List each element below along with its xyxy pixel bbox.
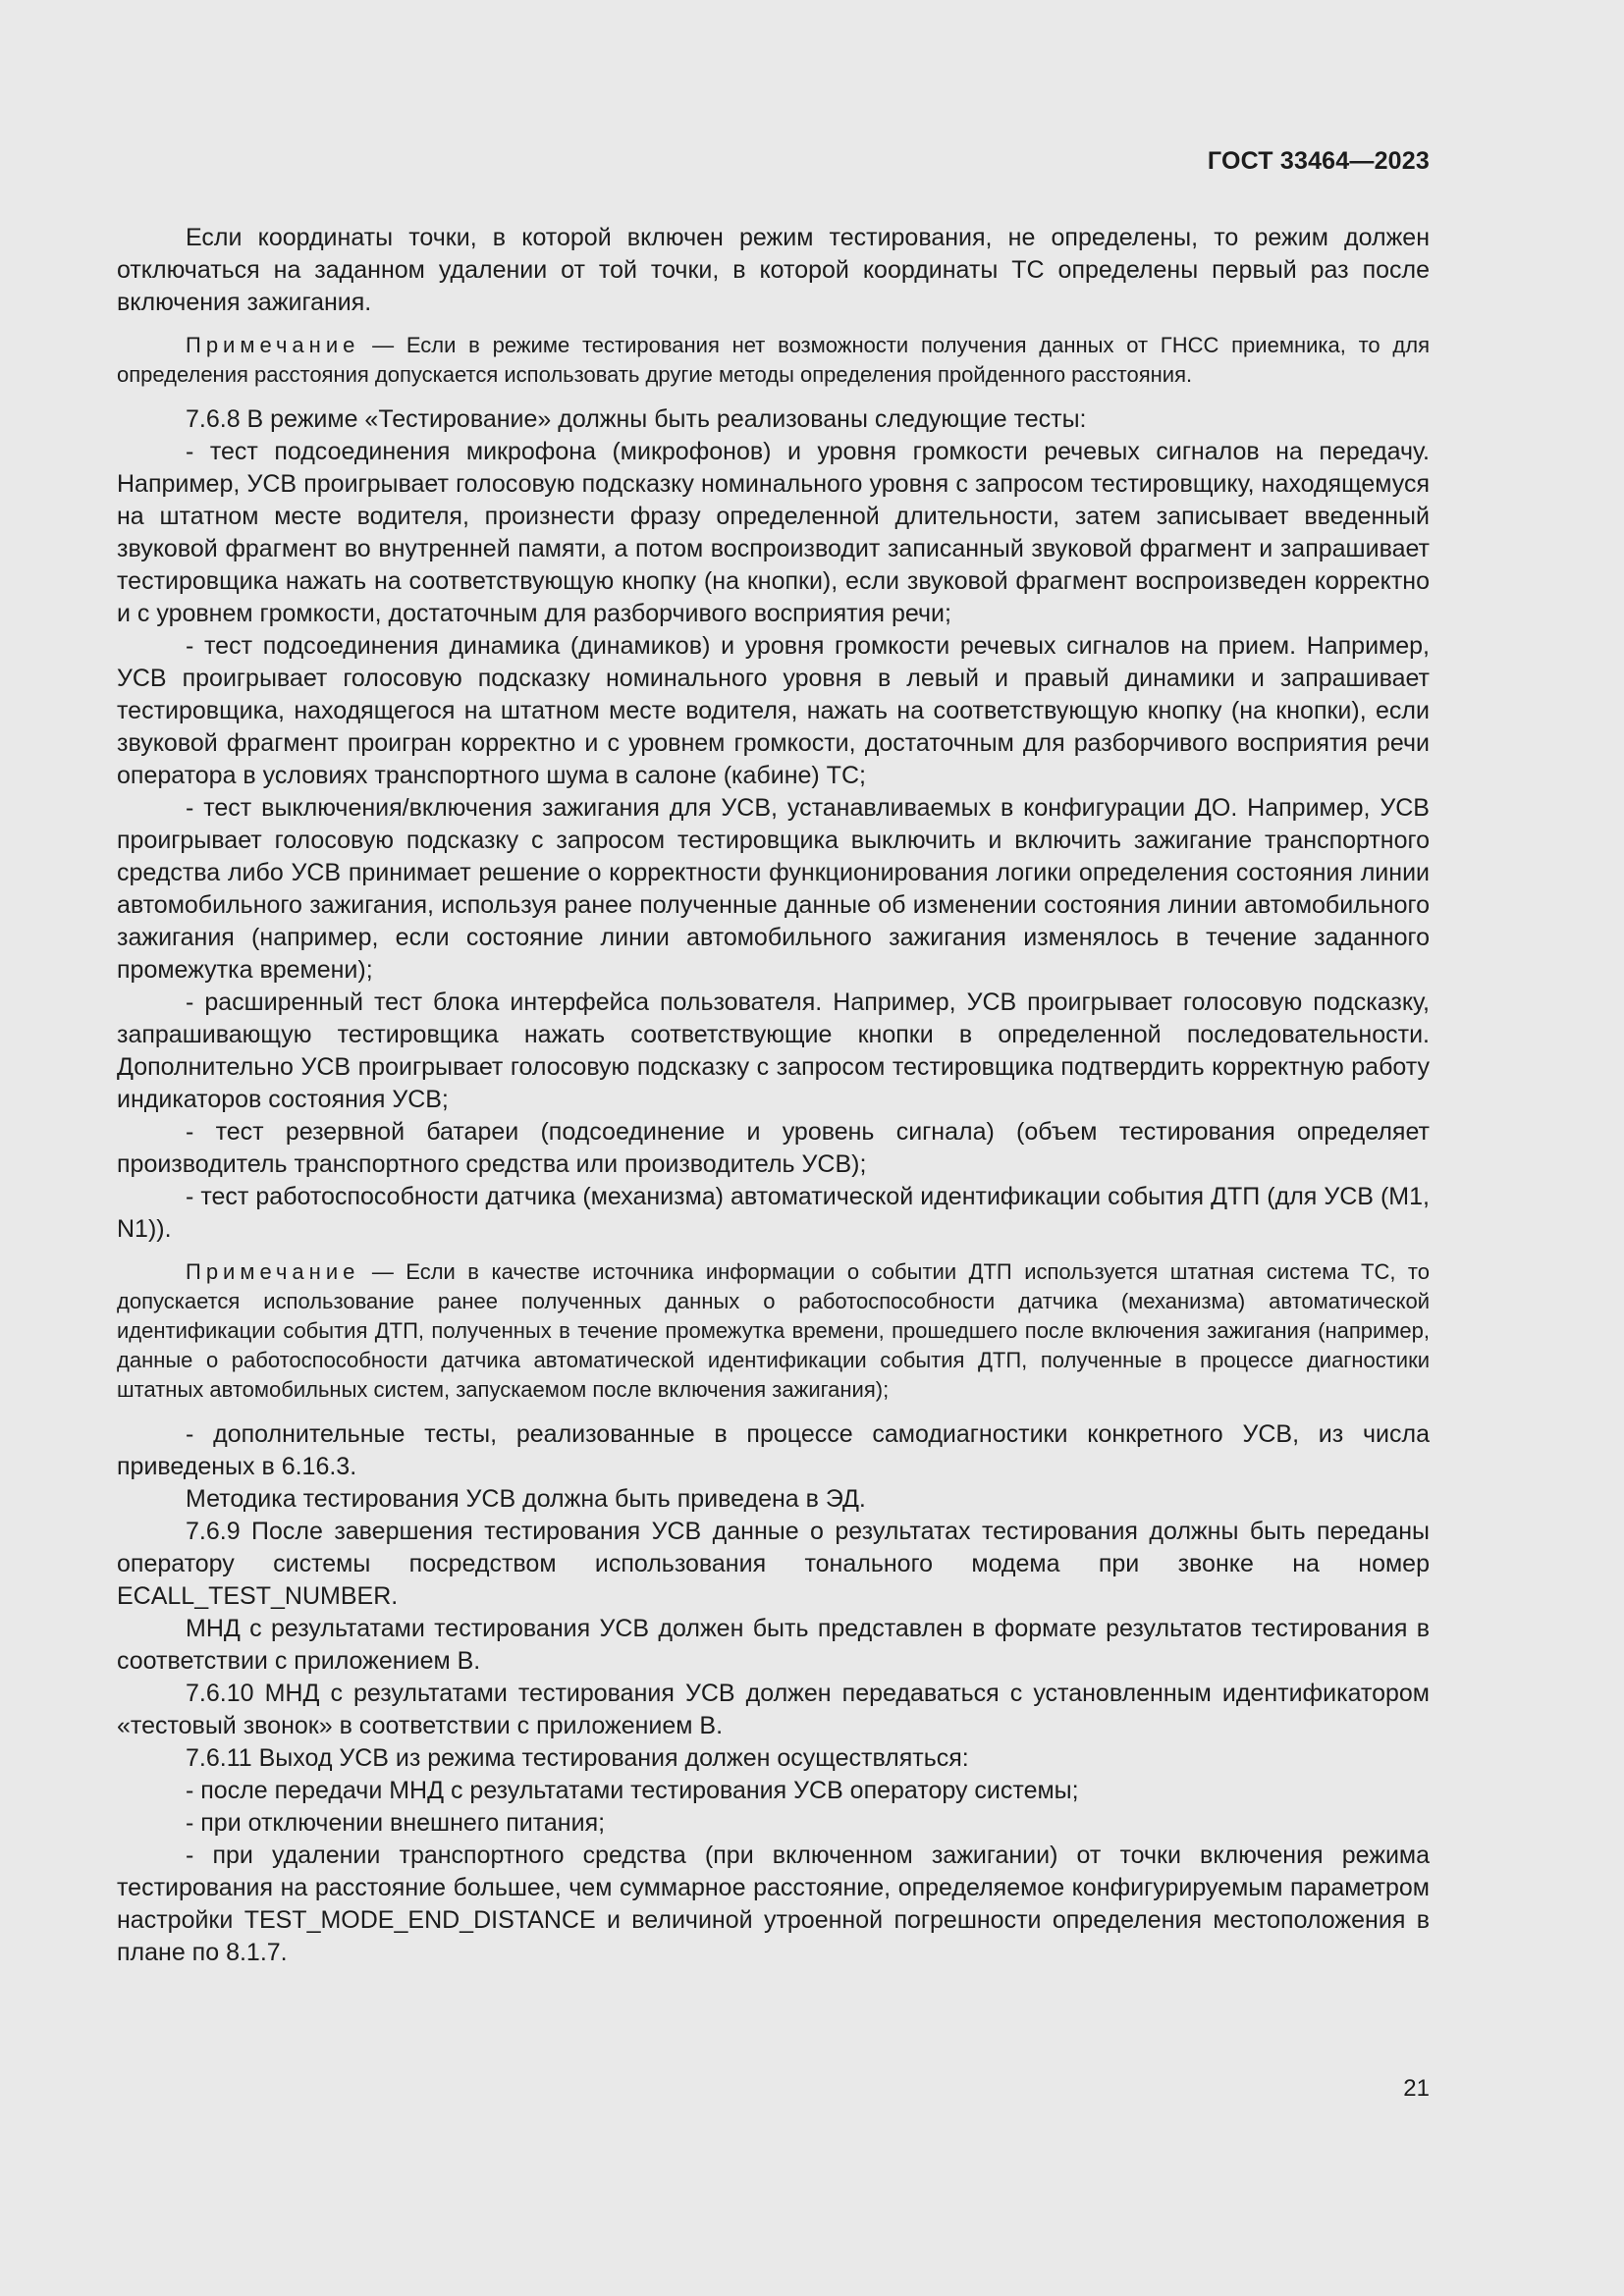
note — [117, 331, 1430, 390]
list-item: - расширенный тест блока интерфейса пользователя. Например, УСВ проигрывает голосовую подсказку, запрашивающую тестировщика нажать соответствующие кнопки в определенной последовательности. Дополнительно УСВ проигрывает голосовую подсказку с запросом тестировщика подтвердить корректную работу индикаторов состояния УСВ; — [117, 988, 1430, 1113]
paragraph: Если координаты точки, в которой включен режим тестирования, не определены, то режим должен отключаться на заданном удалении от той точки, в которой координаты ТС определены первый раз после включения зажигания. — [117, 224, 1430, 316]
list-item: - тест резервной батареи (подсоединение и уровень сигнала) (объем тестирования определяет производитель транспортного средства или производитель УСВ); — [117, 1118, 1430, 1178]
list-item: - при удалении транспортного средства (при включенном зажигании) от точки включения режима тестирования на расстояние большее, чем суммарное расстояние, определяемое конфигурируемым параметром настройки TEST_MODE_END_DISTANCE и величиной утроенной погрешности определения местоположения в плане по 8.1.7. — [117, 1842, 1430, 1966]
page-number: 21 — [1403, 2075, 1430, 2102]
paragraph: МНД с результатами тестирования УСВ должен быть представлен в формате результатов тестирования в соответствии с приложением В. — [117, 1615, 1430, 1675]
section-7-6-10: 7.6.10 МНД с результатами тестирования УСВ должен передаваться с установленным идентификатором «тестовый звонок» в соответствии с приложением В. — [117, 1680, 1430, 1739]
note-label: Примечание — [186, 1259, 360, 1284]
list-item: - дополнительные тесты, реализованные в процессе самодиагностики конкретного УСВ, из числа приведеных в 6.16.3. — [117, 1420, 1430, 1480]
list-item: - после передачи МНД с результатами тестирования УСВ оператору системы; — [186, 1777, 1079, 1804]
document-code: ГОСТ 33464—2023 — [1207, 147, 1430, 175]
note — [117, 1257, 1430, 1405]
list-item: - тест подсоединения микрофона (микрофонов) и уровня громкости речевых сигналов на передачу. Например, УСВ проигрывает голосовую подсказку номинального уровня с запросом тестировщику, находящемуся на штатном месте водителя, произнести фразу определенной длительности, затем записывает введенный звуковой фрагмент во внутренней памяти, а потом воспроизводит записанный звуковой фрагмент и запрашивает тестировщика нажать на соответствующую кнопку (на кнопки), если звуковой фрагмент воспроизведен корректно и с уровнем громкости, достаточным для разборчивого восприятия речи; — [117, 438, 1430, 627]
list-item: - при отключении внешнего питания; — [186, 1809, 606, 1837]
note-label: Примечание — [186, 333, 360, 357]
section-7-6-11: 7.6.11 Выход УСВ из режима тестирования должен осуществляться: — [186, 1744, 969, 1772]
list-item: - тест выключения/включения зажигания для УСВ, устанавливаемых в конфигурации ДО. Например, УСВ проигрывает голосовую подсказку с запросом тестировщика выключить и включить зажигание транспортного средства либо УСВ принимает решение о корректности функционирования логики определения состояния линии автомобильного зажигания, используя ранее полученные данные об изменении состояния линии автомобильного зажигания (например, если состояние линии автомобильного зажигания изменялось в течение заданного промежутка времени); — [117, 794, 1430, 984]
section-7-6-9: 7.6.9 После завершения тестирования УСВ данные о результатах тестирования должны быть переданы оператору системы посредством использования тонального модема при звонке на номер ECALL_TEST_NUMBER. — [117, 1518, 1430, 1610]
list-item: - тест работоспособности датчика (механизма) автоматической идентификации события ДТП (для УСВ (М1, N1)). — [117, 1183, 1430, 1243]
paragraph: Методика тестирования УСВ должна быть приведена в ЭД. — [186, 1485, 866, 1513]
document-body — [117, 222, 1430, 1969]
list-item: - тест подсоединения динамика (динамиков) и уровня громкости речевых сигналов на прием. Например, УСВ проигрывает голосовую подсказку номинального уровня в левый и правый динамики и запрашивает тестировщика, находящегося на штатном месте водителя, нажать на соответствующую кнопку (на кнопки), если звуковой фрагмент проигран корректно и с уровнем громкости, достаточным для разборчивого восприятия речи оператора в условиях транспортного шума в салоне (кабине) ТС; — [117, 632, 1430, 789]
section-heading-7-6-8: 7.6.8 В режиме «Тестирование» должны быть реализованы следующие тесты: — [186, 405, 1087, 433]
note-text: — Если в режиме тестирования нет возможности получения данных от ГНСС приемника, то для определения расстояния допускается использовать другие методы определения пройденного расстояния. — [117, 333, 1430, 387]
note-text: — Если в качестве источника информации о событии ДТП используется штатная система ТС, то допускается использование ранее полученных данных о работоспособности датчика (механизма) автоматической идентификации события ДТП, полученных в течение промежутка времени, прошедшего после включения зажигания (например, данные о работоспособности датчика автоматической идентификации события ДТП, полученные в процессе диагностики штатных автомобильных систем, запускаемом после включения зажигания); — [117, 1259, 1430, 1402]
